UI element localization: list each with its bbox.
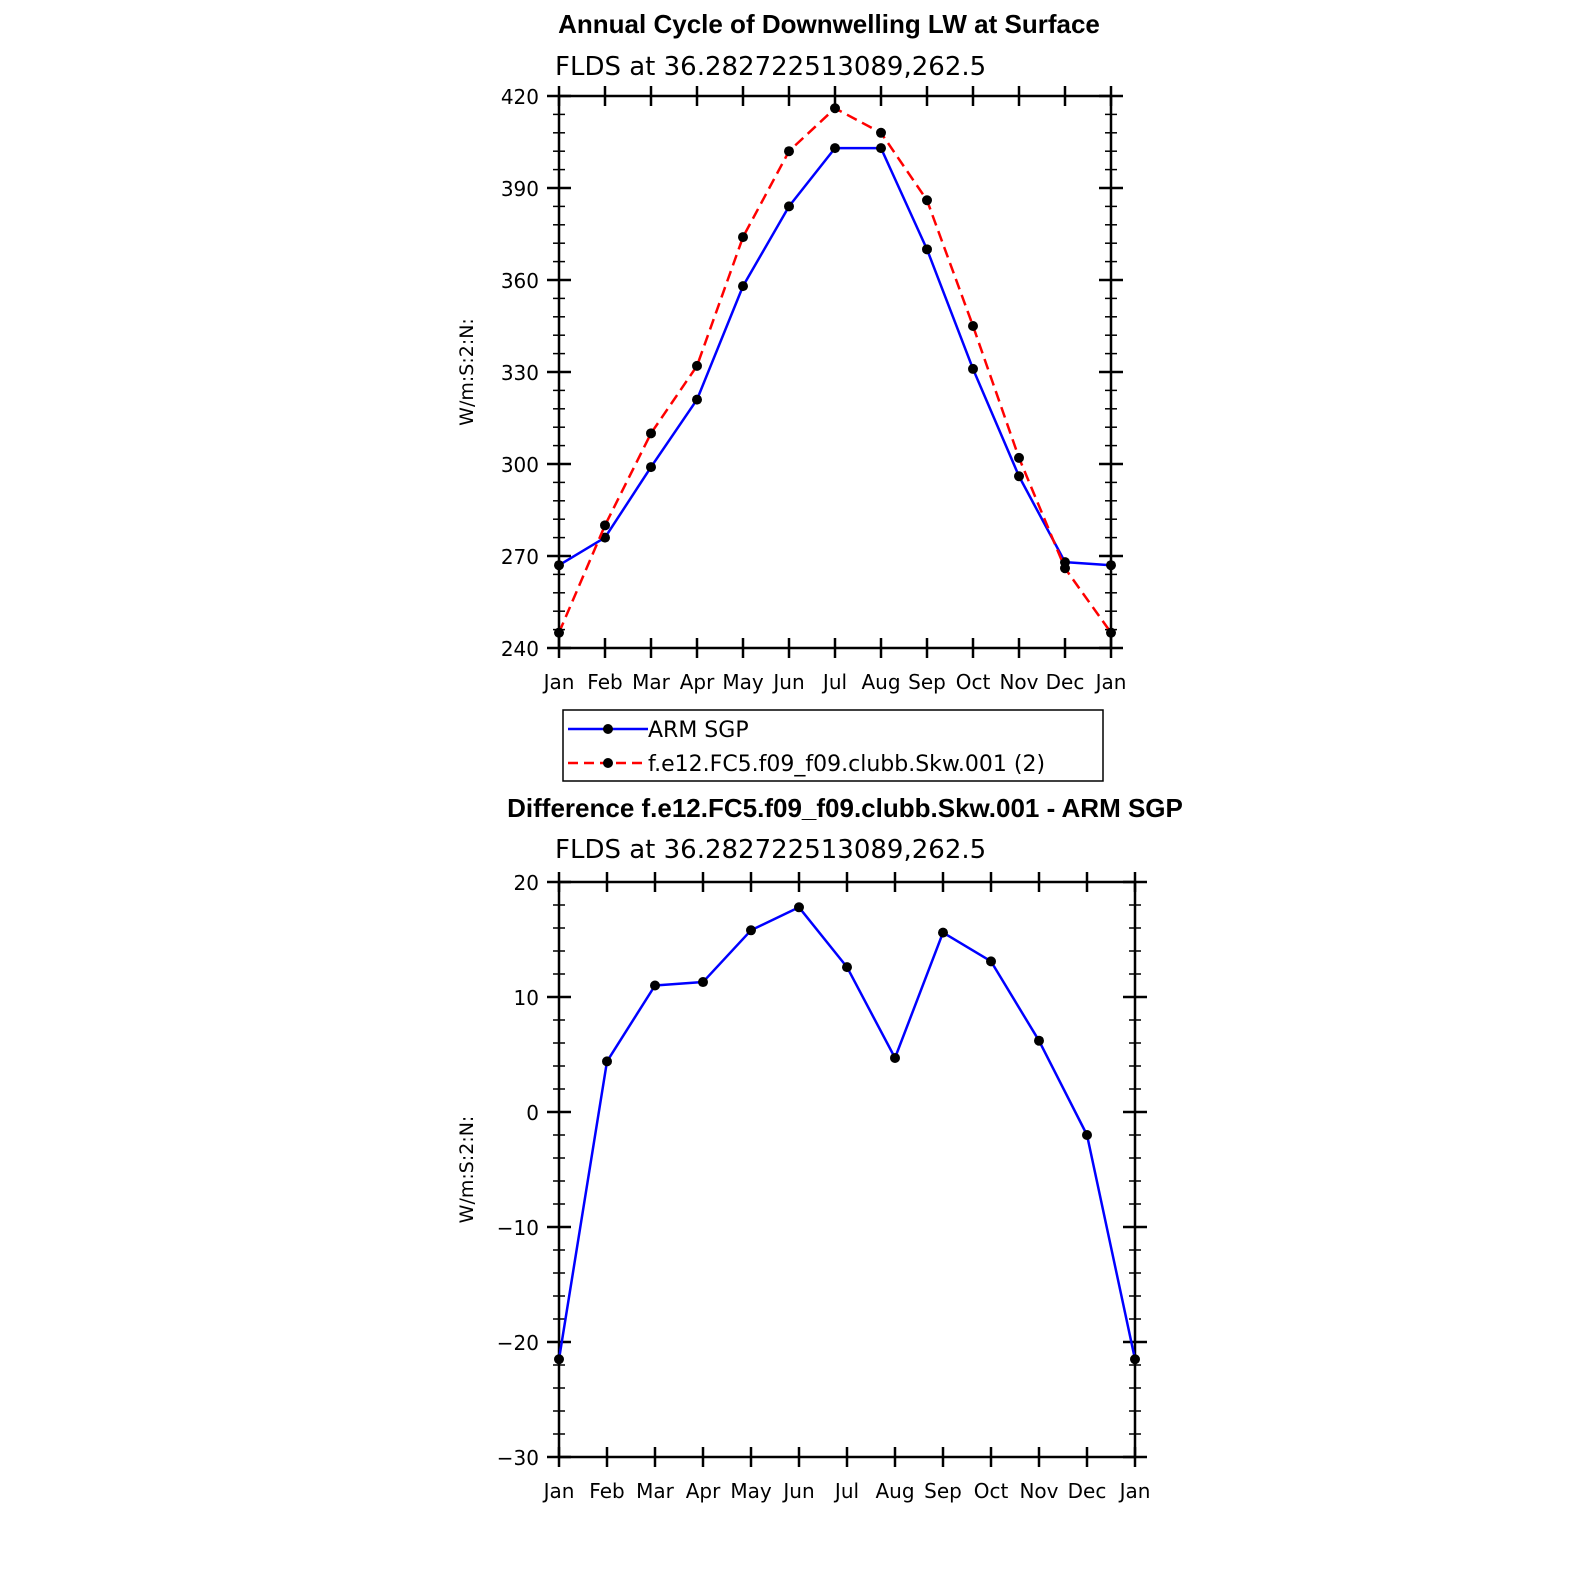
data-point [554,560,564,570]
data-point [968,364,978,374]
y-tick-label: 390 [500,177,539,201]
data-point [1060,563,1070,573]
x-tick-label: Jun [783,1479,815,1503]
data-point [794,902,804,912]
data-point [600,520,610,530]
data-point [746,925,756,935]
y-tick-label: −10 [496,1216,539,1240]
data-point [1082,1130,1092,1140]
x-tick-label: Jul [822,670,848,694]
x-tick-label: Aug [875,1479,915,1503]
data-point [784,146,794,156]
y-tick-label: 0 [526,1101,539,1125]
y-axis-label: W/m:S:2:N: [456,318,478,426]
data-point [1034,1036,1044,1046]
y-tick-label: 300 [500,453,539,477]
data-point [876,128,886,138]
y-tick-label: 420 [500,85,539,109]
x-tick-label: Dec [1067,1479,1107,1503]
chart-title: Annual Cycle of Downwelling LW at Surface [558,9,1100,39]
data-point [554,1354,564,1364]
data-point [842,962,852,972]
y-tick-label: 270 [500,545,539,569]
data-point [1106,628,1116,638]
x-tick-label: Jul [834,1479,860,1503]
x-tick-label: Mar [632,670,670,694]
x-tick-label: Sep [908,670,946,694]
plot-frame [559,96,1111,648]
data-point [554,628,564,638]
x-tick-label: Oct [973,1479,1009,1503]
data-point [1130,1354,1140,1364]
legend-marker-model [603,758,613,768]
data-point [1106,560,1116,570]
x-tick-label: May [722,670,764,694]
data-point [646,428,656,438]
legend-marker-arm [603,724,613,734]
difference-panel [456,793,1183,1503]
x-tick-label: Jan [543,1479,575,1503]
data-point [830,143,840,153]
x-tick-label: Apr [685,1479,721,1503]
x-tick-label: Nov [999,670,1039,694]
data-point [650,981,660,991]
x-tick-label: Jan [543,670,575,694]
y-tick-label: 360 [500,269,539,293]
x-tick-label: Feb [587,670,623,694]
plot-area [456,871,1150,1503]
x-tick-label: Jan [1095,670,1127,694]
chart-title: Difference f.e12.FC5.f09_f09.clubb.Skw.001 - ARM SGP [507,793,1183,823]
x-tick-label: Oct [955,670,991,694]
data-point [876,143,886,153]
series-line [559,148,1111,565]
data-point [922,244,932,254]
data-point [692,395,702,405]
series-line [559,907,1135,1359]
data-point [1014,453,1024,463]
y-tick-label: −20 [496,1331,539,1355]
y-axis-label: W/m:S:2:N: [456,1115,478,1224]
data-point [698,977,708,987]
data-point [602,1056,612,1066]
y-tick-label: 240 [500,637,539,661]
data-point [830,103,840,113]
x-tick-label: May [730,1479,772,1503]
annual-cycle-panel [456,9,1126,781]
y-tick-label: 20 [513,871,539,895]
x-tick-label: Aug [861,670,901,694]
data-point [1014,471,1024,481]
plot-area [456,85,1126,694]
y-tick-label: 330 [500,361,539,385]
data-point [738,281,748,291]
data-point [784,201,794,211]
x-tick-label: Feb [589,1479,625,1503]
x-tick-label: Jan [1119,1479,1151,1503]
data-point [938,928,948,938]
x-tick-label: Mar [636,1479,674,1503]
data-point [922,195,932,205]
data-point [646,462,656,472]
y-tick-label: −30 [496,1446,539,1470]
legend [563,710,1103,781]
data-point [968,321,978,331]
x-tick-label: Sep [924,1479,962,1503]
legend-label-arm: ARM SGP [648,718,749,743]
data-point [692,361,702,371]
chart-subtitle: FLDS at 36.282722513089,262.5 [555,52,987,82]
series-line [559,108,1111,632]
x-tick-label: Nov [1019,1479,1059,1503]
data-point [890,1053,900,1063]
chart-subtitle: FLDS at 36.282722513089,262.5 [555,835,987,865]
x-tick-label: Jun [773,670,805,694]
data-point [986,956,996,966]
y-tick-label: 10 [513,986,539,1010]
legend-label-model: f.e12.FC5.f09_f09.clubb.Skw.001 (2) [648,752,1046,777]
x-tick-label: Dec [1045,670,1085,694]
data-point [738,232,748,242]
x-tick-label: Apr [679,670,715,694]
